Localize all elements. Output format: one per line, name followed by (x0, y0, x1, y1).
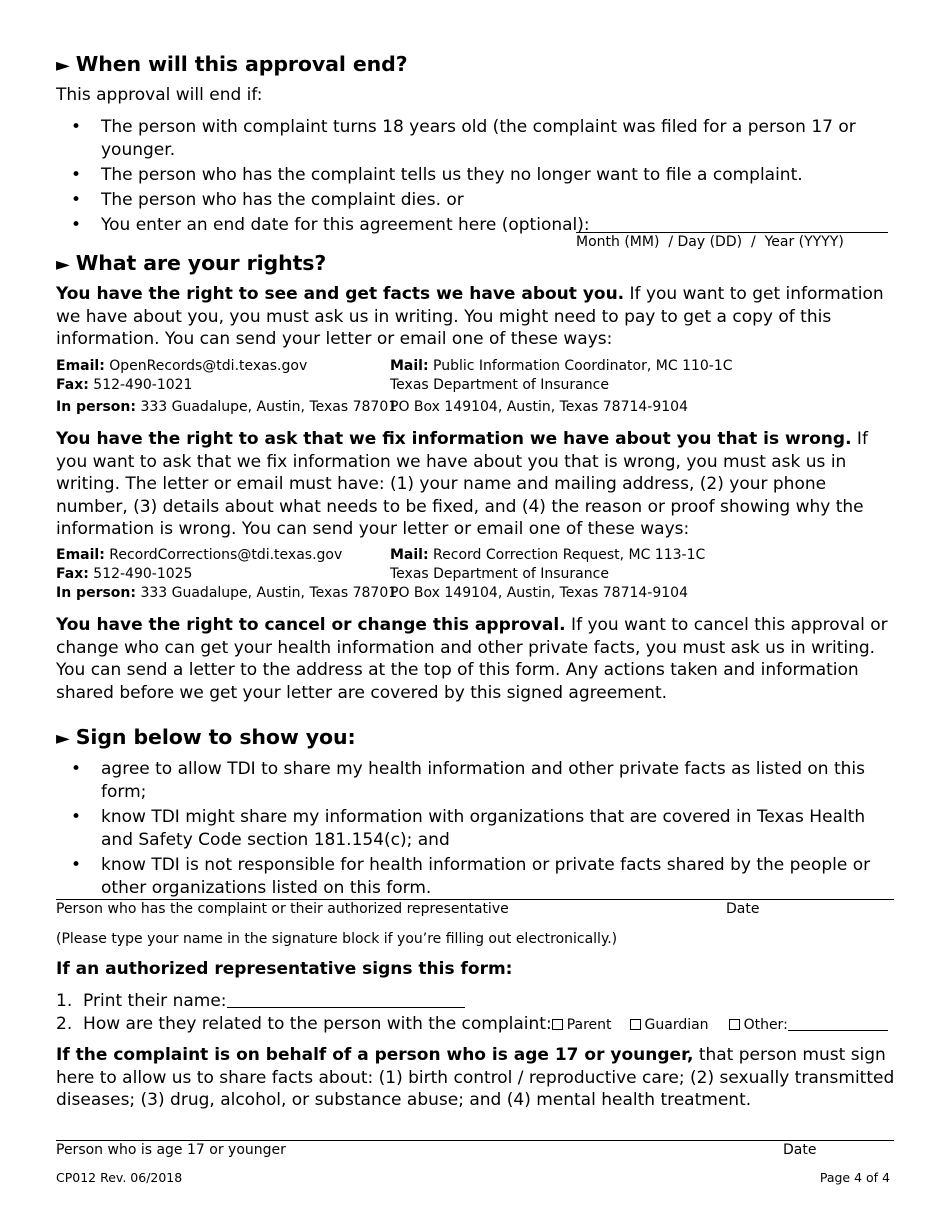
open-records-contacts-mail: Mail: Public Information Coordinator, MC 110-1C Texas Department of Insurance PO Box 149104, Austin, Texas 78714-9104 (390, 358, 733, 415)
open-records-contacts-left: Email: OpenRecords@tdi.texas.gov Fax: 512-490-1021 In person: 333 Guadalupe, Austin, Texas 78701 (56, 358, 398, 415)
other-relationship-field[interactable] (788, 1018, 888, 1031)
other-checkbox[interactable] (729, 1019, 740, 1030)
page-number: Page 4 of 4 (819, 1170, 890, 1185)
list-item: • You enter an end date for this agreement here (optional): (71, 215, 590, 235)
open-records-fax: 512-490-1021 (93, 377, 193, 393)
record-corrections-contacts-left: Email: RecordCorrections@tdi.texas.gov Fax: 512-490-1025 In person: 333 Guadalupe, Austin, Texas 78701 (56, 547, 398, 601)
heading-approval-end: ► When will this approval end? (56, 52, 408, 76)
rep-name-field[interactable] (227, 992, 465, 1008)
rep-item-1: 1. Print their name: (56, 990, 896, 1013)
list-item: • agree to allow TDI to share my health information and other private facts as listed on this form; (71, 759, 866, 802)
list-item: • The person with complaint turns 18 years old (the complaint was filed for a person 17 or younger. (71, 117, 856, 160)
signer-label: Person who has the complaint or their authorized representative (56, 901, 509, 917)
right-to-cancel-paragraph: You have the right to cancel or change this approval. If you want to cancel this approval or change who can get your health information and other private facts, you must ask us in writing. You can send a letter to the address at the top of this form. Any actions taken and information shared before we get your letter are covered by this signed agreement. (56, 615, 888, 703)
list-item: • The person who has the complaint dies. or (71, 190, 464, 210)
record-corrections-contacts-mail: Mail: Record Correction Request, MC 113-1C Texas Department of Insurance PO Box 149104, Austin, Texas 78714-9104 (390, 547, 706, 601)
list-item: • know TDI is not responsible for health information or private facts shared by the people or other organizations listed on this form. (71, 855, 871, 898)
rep-heading: If an authorized representative signs this form: (56, 959, 513, 979)
form-id: CP012 Rev. 06/2018 (56, 1170, 183, 1185)
list-item: • know TDI might share my information with organizations that are covered in Texas Health and Safety Code section 181.154(c); and (71, 807, 866, 850)
right-to-fix-paragraph: You have the right to ask that we fix information we have about you that is wrong. If you want to ask that we fix information we have about you that is wrong, you must ask us in writing. The letter or email must have: (1) your name and mailing address, (2) your phone number, (3) details about what needs to be fixed, and (4) the reason or proof showing why the information is wrong. You can send your letter or email one of these ways: (56, 429, 868, 539)
record-corrections-fax: 512-490-1025 (93, 566, 193, 582)
sign-below-list (56, 758, 896, 902)
record-corrections-address: 333 Guadalupe, Austin, Texas 78701 (140, 585, 398, 601)
minor-signer-label: Person who is age 17 or younger (56, 1142, 286, 1158)
electronic-note: (Please type your name in the signature block if you’re filling out electronically.) (56, 931, 618, 947)
parent-checkbox[interactable] (552, 1019, 563, 1030)
open-records-address: 333 Guadalupe, Austin, Texas 78701 (140, 399, 398, 415)
rep-item-2: 2. How are they related to the person with the complaint: Parent Guardian Other: (56, 1013, 896, 1037)
list-item: • The person who has the complaint tells us they no longer want to file a complaint. (71, 165, 803, 185)
heading-sign-below: ► Sign below to show you: (56, 725, 356, 749)
signer-date-label: Date (726, 901, 760, 917)
approval-end-list (56, 116, 896, 239)
approval-end-intro: This approval will end if: (56, 85, 263, 105)
minor-date-label: Date (783, 1142, 817, 1158)
minor-paragraph: If the complaint is on behalf of a person who is age 17 or younger, that person must sign here to allow us to share facts about: (1) birth control / reproductive care; (2) sexually transmitted diseases; (3) drug, alcohol, or substance abuse; and (4) mental health treatment. (56, 1045, 895, 1110)
heading-rights: ► What are your rights? (56, 251, 327, 275)
record-corrections-email[interactable]: RecordCorrections@tdi.texas.gov (109, 547, 343, 563)
end-date-field-label: Month (MM) / Day (DD) / Year (YYYY) (576, 234, 844, 250)
right-to-see-paragraph: You have the right to see and get facts we have about you. If you want to get information we have about you, you must ask us in writing. You might need to pay to get a copy of this information. You can send your letter or email one of these ways: (56, 284, 884, 349)
guardian-checkbox[interactable] (630, 1019, 641, 1030)
open-records-email[interactable]: OpenRecords@tdi.texas.gov (109, 358, 308, 374)
